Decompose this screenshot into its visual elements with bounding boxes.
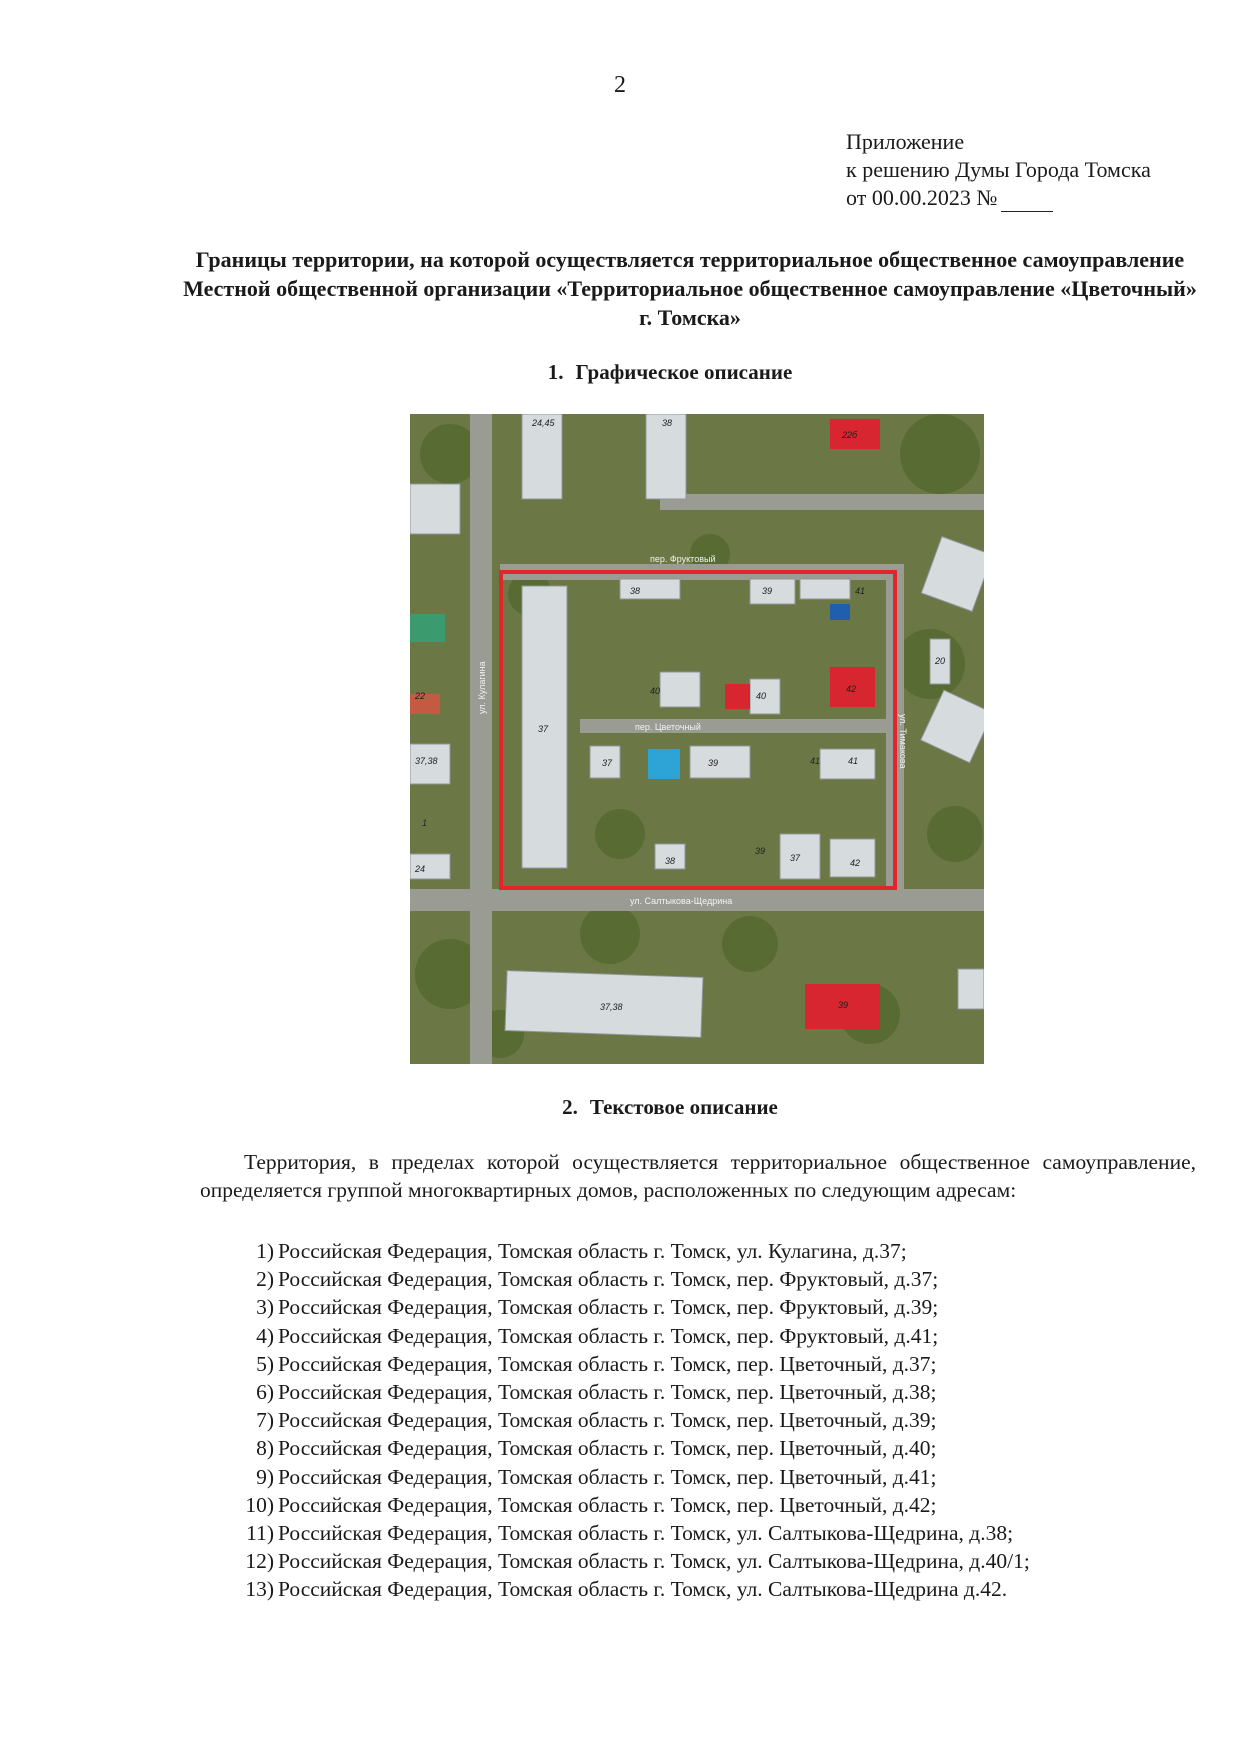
appendix-block xyxy=(846,128,1151,212)
map-label: 22 xyxy=(415,691,426,701)
map-street-left: ул. Кулагина xyxy=(477,661,487,714)
map-label: 37,38 xyxy=(600,1002,623,1012)
list-item: 4) Российская Федерация, Томская область г. Томск, пер. Фруктовый, д.41; xyxy=(256,1323,939,1348)
map-street-bottom: ул. Салтыкова-Щедрина xyxy=(630,896,733,906)
list-item: 7) Российская Федерация, Томская область г. Томск, пер. Цветочный, д.39; xyxy=(256,1408,937,1433)
appendix-line1: Приложение xyxy=(846,129,965,154)
section2-heading xyxy=(0,1095,1240,1120)
map-label: 42 xyxy=(846,684,857,694)
appendix-date: от 00.00.2023 № xyxy=(846,185,998,210)
map-label: 40 xyxy=(650,686,661,696)
document-title: Границы территории, на которой осуществляется территориальное общественное самоуправление Местной общественной организации «Территориальное общественное самоуправление «Цветочный» г. Томска» xyxy=(183,247,1197,330)
map-label: 42 xyxy=(850,858,861,868)
map-label: 39 xyxy=(755,846,766,856)
list-item: 3) Российская Федерация, Томская область г. Томск, пер. Фруктовый, д.39; xyxy=(256,1295,939,1320)
map-street-middle: пер. Цветочный xyxy=(635,722,701,732)
list-item: 1) Российская Федерация, Томская область г. Томск, ул. Кулагина, д.37; xyxy=(256,1239,907,1263)
map-label: 1 xyxy=(422,818,428,828)
territory-map xyxy=(410,414,984,1064)
appendix-line2: к решению Думы Города Томска xyxy=(846,157,1151,182)
list-item: 2) Российская Федерация, Томская область г. Томск, пер. Фруктовый, д.37; xyxy=(256,1267,939,1292)
map-label: 37 xyxy=(790,853,801,863)
map-label: 41 xyxy=(810,756,821,766)
map-label: 38 xyxy=(665,856,676,866)
map-label: 37 xyxy=(602,758,613,768)
map-label: 39 xyxy=(708,758,719,768)
appendix-line3 xyxy=(846,184,1151,212)
map-label: 39 xyxy=(838,1000,849,1010)
section1-number: 1. xyxy=(547,360,564,384)
map-label: 37,38 xyxy=(415,756,438,766)
list-item: 9) Российская Федерация, Томская область г. Томск, пер. Цветочный, д.41; xyxy=(256,1464,937,1489)
list-item: 12) Российская Федерация, Томская область г. Томск, ул. Салтыкова-Щедрина, д.40/1; xyxy=(245,1549,1030,1574)
map-label: 40 xyxy=(756,691,767,701)
list-item: 11) Российская Федерация, Томская область г. Томск, ул. Салтыкова-Щедрина, д.38; xyxy=(246,1521,1014,1546)
list-item: 10) Российская Федерация, Томская область г. Томск, пер. Цветочный, д.42; xyxy=(245,1492,937,1517)
number-blank xyxy=(1001,191,1053,212)
map-label: 41 xyxy=(848,756,859,766)
map-label: 24 xyxy=(415,864,426,874)
map-label: 39 xyxy=(762,586,773,596)
map-label: 38 xyxy=(630,586,641,596)
list-item: 6) Российская Федерация, Томская область г. Томск, пер. Цветочный, д.38; xyxy=(256,1380,937,1405)
page-number: 2 xyxy=(614,72,626,98)
section2-title: Текстовое описание xyxy=(589,1095,778,1119)
map-label: 24,45 xyxy=(532,418,555,428)
map-street-top: пер. Фруктовый xyxy=(650,554,716,564)
section1-title: Графическое описание xyxy=(575,360,793,384)
map-street-right: ул. Тимакова xyxy=(898,714,908,769)
section2-number: 2. xyxy=(562,1095,578,1119)
map-label: 22б xyxy=(842,430,858,440)
section1-heading xyxy=(0,360,1240,385)
intro-paragraph: Территория, в пределах которой осуществляется территориальное общественное самоуправление, определяется группой многоквартирных домов, расположенных по следующим адресам: xyxy=(200,1150,1196,1202)
list-item: 5) Российская Федерация, Томская область г. Томск, пер. Цветочный, д.37; xyxy=(256,1351,937,1376)
map-label: 41 xyxy=(855,586,866,596)
map-label: 20 xyxy=(935,656,946,666)
map-label: 37 xyxy=(538,724,549,734)
list-item: 13) Российская Федерация, Томская область г. Томск, ул. Салтыкова-Щедрина д.42. xyxy=(245,1577,1008,1602)
address-list xyxy=(236,1237,1030,1604)
list-item: 8) Российская Федерация, Томская область г. Томск, пер. Цветочный, д.40; xyxy=(256,1436,937,1461)
map-label: 38 xyxy=(662,418,673,428)
